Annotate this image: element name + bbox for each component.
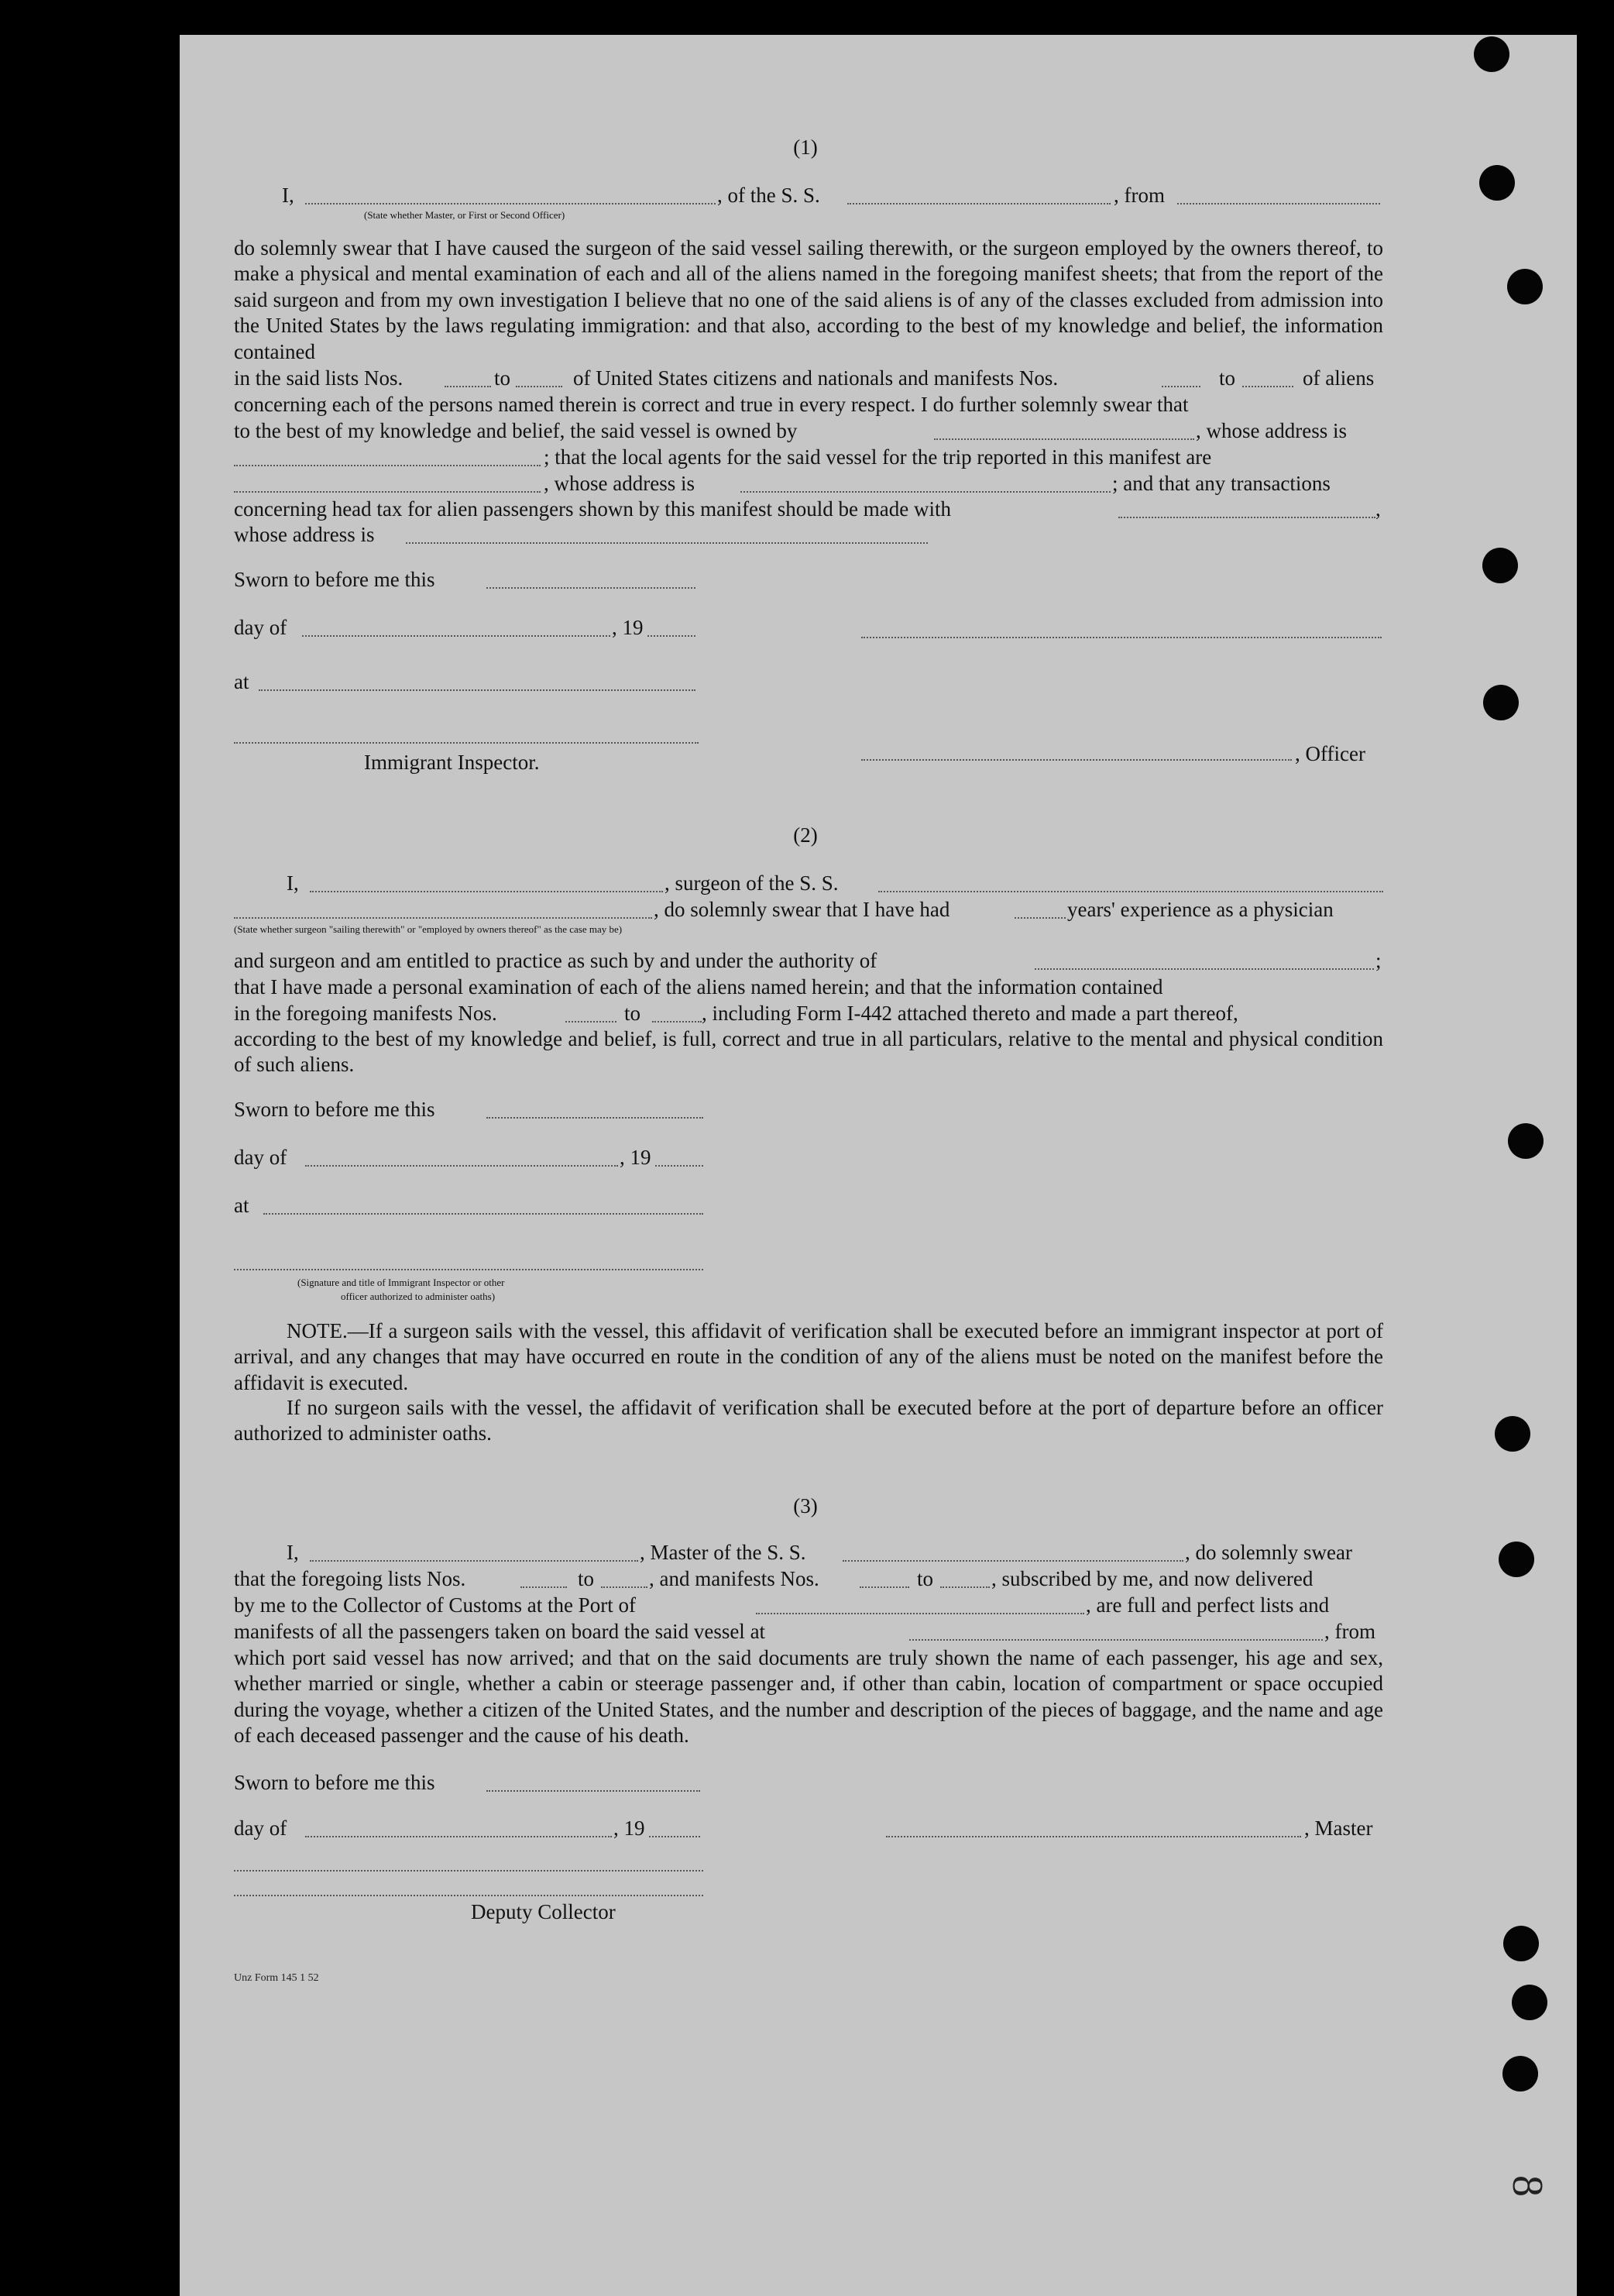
s1-lists-a: in the said lists Nos. — [234, 366, 404, 390]
s3-collector-signature-line — [234, 1895, 703, 1896]
s3-to-1: to — [578, 1567, 595, 1590]
s3-port-line — [756, 1613, 1084, 1614]
s2-at-line — [263, 1213, 703, 1215]
s3-body: which port said vessel has now arrived; and that on the said documents are truly shown the name of each passenger, his age and sex, whether married or single, whether a cabin or steerage passenger and, if other than cabin, location of compartment or space occupied during the voyage, whether a citizen of the United States, and the number and description of the pieces of baggage, and the name and age of each deceased passenger and the cause of his death. — [234, 1646, 1383, 1748]
s1-officer-signature-line — [861, 637, 1382, 638]
s3-area-line — [234, 1870, 703, 1872]
s1-owned-by: to the best of my knowledge and belief, the said vessel is owned by — [234, 419, 798, 442]
s2-years: years' experience as a physician — [1067, 898, 1334, 921]
s2-day-of: day of — [234, 1146, 287, 1169]
s2-authority-line — [1035, 968, 1374, 970]
s1-lists-from-line — [445, 386, 491, 387]
s3-manifests: , and manifests Nos. — [649, 1567, 819, 1590]
s2-sworn: Sworn to before me this — [234, 1098, 435, 1121]
s1-inspector-label: Immigrant Inspector. — [364, 751, 540, 774]
s1-officer-name-line — [305, 203, 716, 205]
s1-of-aliens: of aliens — [1303, 366, 1375, 390]
s3-manifests-to-line — [940, 1586, 990, 1588]
s3-manifests-from-line — [860, 1586, 909, 1588]
s3-master-of: , Master of the S. S. — [640, 1541, 806, 1564]
s2-year: , 19 — [620, 1146, 651, 1169]
s3-deputy-collector: Deputy Collector — [471, 1900, 616, 1923]
s3-day-line — [305, 1836, 612, 1837]
s2-manifests-b: , including Form I-442 attached thereto and made a part thereof, — [702, 1002, 1238, 1025]
s2-capacity-line — [234, 917, 652, 919]
s2-signature-note-1: (Signature and title of Immigrant Inspector or other — [297, 1277, 505, 1288]
s1-manifest-to-line — [1242, 386, 1293, 387]
s3-lists-to-line — [601, 1586, 647, 1588]
s1-whose-address-3: whose address is — [234, 523, 375, 546]
s3-from: , from — [1324, 1620, 1375, 1643]
s2-signature-line — [234, 1269, 703, 1270]
s1-transactions: ; and that any transactions — [1112, 472, 1331, 495]
punch-hole — [1503, 1926, 1539, 1961]
s2-manifests-a: in the foregoing manifests Nos. — [234, 1002, 497, 1025]
s1-year-line — [647, 635, 695, 637]
s2-surgeon-name-line — [310, 891, 663, 892]
s3-to-2: to — [917, 1567, 934, 1590]
punch-hole — [1483, 685, 1519, 720]
s3-subscribed: , subscribed by me, and now delivered — [991, 1567, 1314, 1590]
punch-hole — [1479, 165, 1515, 201]
s2-at: at — [234, 1194, 249, 1217]
punch-hole — [1482, 548, 1518, 583]
s1-day-of: day of — [234, 616, 287, 639]
s1-to-1: to — [494, 366, 511, 390]
s1-oath-text: do solemnly swear that I have caused the surgeon of the said vessel sailing therewith, or the surgeon employed by the owners thereof, to make a physical and mental examination of each and all of the aliens named in the foregoing manifest sheets; that from the report of the said surgeon and from my own investigation I believe that no one of the said aliens is of any of the classes excluded from admission into the United States by the laws regulating immigration: and that also, according to the best of my knowledge and belief, the information contained — [234, 236, 1383, 363]
s1-inspector-signature-line — [234, 742, 699, 744]
s1-head-tax-address-line — [406, 542, 928, 544]
margin-mark: 8 — [1503, 2175, 1551, 2197]
s3-master-name-line — [310, 1560, 638, 1562]
s2-to: to — [624, 1002, 641, 1025]
s1-to-2: to — [1219, 366, 1236, 390]
s1-owner-address-line — [234, 465, 541, 466]
s1-comma: , — [1375, 497, 1381, 521]
s1-head-tax-line — [1118, 517, 1375, 518]
s3-i: I, — [287, 1541, 299, 1564]
s1-head-tax: concerning head tax for alien passengers shown by this manifest should be made with — [234, 497, 952, 521]
s1-local-agents: ; that the local agents for the said vessel for the trip reported in this manifest are — [544, 445, 1212, 469]
note-paragraph-2: If no surgeon sails with the vessel, the affidavit of verification shall be executed before at the port of departure before an officer authorized to administer oaths. — [234, 1396, 1383, 1445]
s1-manifest-from-line — [1162, 386, 1200, 387]
s2-state-note: (State whether surgeon "sailing therewith" or "employed by owners thereof" as the case may be) — [234, 923, 623, 935]
s2-vessel-line — [878, 891, 1383, 892]
s1-agents-line — [234, 491, 541, 493]
s2-practice: and surgeon and am entitled to practice as such by and under the authority of — [234, 949, 877, 972]
punch-hole — [1499, 1542, 1534, 1577]
punch-hole — [1507, 269, 1543, 304]
s1-of-ss: , of the S. S. — [717, 184, 820, 207]
form-number: Unz Form 145 1 52 — [234, 1972, 319, 1984]
punch-hole — [1502, 2056, 1538, 2091]
s1-i: I, — [282, 184, 294, 207]
s1-year: , 19 — [612, 616, 644, 639]
s2-sworn-line — [486, 1117, 703, 1119]
s1-agents-address-line — [740, 491, 1111, 493]
punch-hole — [1508, 1123, 1544, 1159]
s3-sworn-line — [486, 1790, 700, 1792]
s1-officer-title-line — [861, 759, 1292, 761]
s1-vessel-line — [847, 203, 1111, 205]
s1-at-line — [259, 689, 695, 691]
section-2-number: (2) — [793, 823, 818, 847]
s1-whose-address: , whose address is — [1196, 419, 1347, 442]
s2-knowledge: according to the best of my knowledge and belief, is full, correct and true in all particulars, relative to the mental and physical condition of such aliens. — [234, 1027, 1383, 1077]
s2-day-line — [305, 1165, 618, 1167]
s2-examination: that I have made a personal examination of each of the aliens named herein; and that the information contained — [234, 975, 1163, 998]
s1-state-note: (State whether Master, or First or Second Officer) — [364, 209, 565, 221]
s3-port: by me to the Collector of Customs at the Port of — [234, 1593, 636, 1617]
s2-years-line — [1015, 917, 1066, 919]
s3-master-signature-line — [886, 1836, 1301, 1837]
section-1-number: (1) — [793, 136, 818, 159]
s1-lists-b: of United States citizens and nationals and manifests Nos. — [573, 366, 1059, 390]
s2-semicolon: ; — [1375, 949, 1382, 972]
s3-master-label: , Master — [1304, 1817, 1373, 1840]
s3-lists-from-line — [520, 1586, 567, 1588]
s1-at: at — [234, 670, 249, 693]
s1-owner-line — [934, 438, 1194, 440]
s3-board-port-line — [909, 1639, 1323, 1641]
s3-year-line — [649, 1836, 700, 1837]
punch-hole — [1512, 1985, 1547, 2020]
s3-day-of: day of — [234, 1817, 287, 1840]
s1-day-line — [302, 635, 610, 637]
s3-vessel-line — [843, 1560, 1183, 1562]
section-3-number: (3) — [793, 1494, 818, 1517]
s1-sworn: Sworn to before me this — [234, 568, 435, 591]
s1-from-line — [1177, 203, 1380, 205]
s3-full: , are full and perfect lists and — [1086, 1593, 1330, 1617]
s1-lists-to-line — [516, 386, 562, 387]
s2-year-line — [655, 1165, 703, 1167]
s3-sworn: Sworn to before me this — [234, 1771, 435, 1794]
s3-solemnly: , do solemnly swear — [1185, 1541, 1352, 1564]
punch-hole — [1474, 36, 1509, 72]
s3-board: manifests of all the passengers taken on board the said vessel at — [234, 1620, 766, 1643]
s2-manifests-from-line — [565, 1021, 616, 1023]
punch-hole — [1495, 1416, 1530, 1452]
s2-i: I, — [287, 871, 299, 895]
s1-sworn-line — [486, 587, 695, 589]
s1-concerning: concerning each of the persons named therein is correct and true in every respect. I do further solemnly swear that — [234, 393, 1189, 416]
s2-signature-note-2: officer authorized to administer oaths) — [341, 1291, 496, 1302]
note-paragraph-1: NOTE.—If a surgeon sails with the vessel, this affidavit of verification shall be executed before an immigrant inspector at port of arrival, and any changes that may have occurred en route in the condition of any of the aliens must be noted on the manifest before the affidavit is executed. — [234, 1319, 1383, 1394]
s1-whose-address-2: , whose address is — [544, 472, 695, 495]
s1-from: , from — [1114, 184, 1165, 207]
s3-year: , 19 — [613, 1817, 645, 1840]
s2-solemnly: , do solemnly swear that I have had — [654, 898, 950, 921]
s2-manifests-to-line — [652, 1021, 702, 1023]
s3-lists-a: that the foregoing lists Nos. — [234, 1567, 466, 1590]
s1-officer-label: , Officer — [1295, 742, 1365, 765]
s2-surgeon-of: , surgeon of the S. S. — [664, 871, 839, 895]
